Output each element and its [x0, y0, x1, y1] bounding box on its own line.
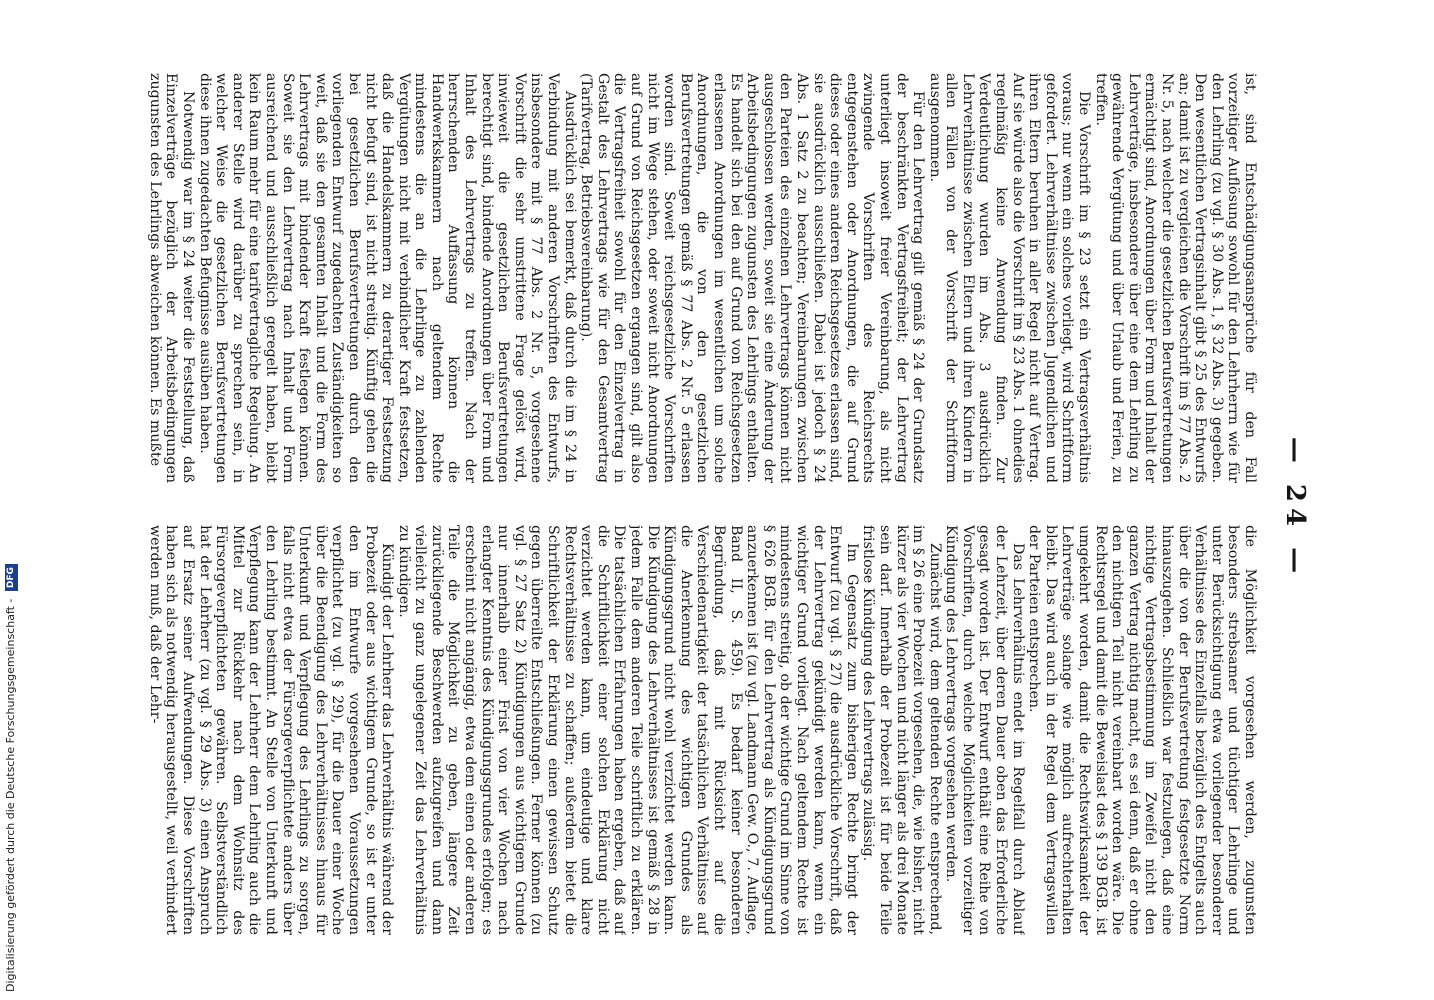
digitization-credit	[2, 567, 20, 992]
paragraph: Ausdrücklich sei bemerkt, daß durch die im § 24 in Verbindung mit anderen Vorschriften des Entwurfs, insbesondere mit § 77 Abs. 2 Nr. 5, vorgesehene Vorschrift die sehr umstrittene Frage gelöst wird, inwieweit die gesetzlichen Berufsvertretungen berechtigt sind, bindende Anordnungen über Form und Inhalt des Lehrvertrags zu treffen. Nach der herrschenden Auffassung können die Handwerkskammern nach geltendem Rechte mindestens die an die Lehrlinge zu zahlenden Vergütungen nicht mit verbindlicher Kraft festsetzen, daß die Handelskammern zu derartiger Festsetzung nicht befugt sind, ist nicht streitig. Künftig gehen die bei gesetzlichen Berufsvertretungen durch den vorliegenden Entwurf zugedachten Zuständigkeiten so weit, daß sie den gesamten Inhalt und die Form des Lehrvertrags mit bindender Kraft festlegen können. Soweit sie den Lehrvertrag nach Inhalt und Form ausreichend und ausschließlich geregelt haben, bleibt kein Raum mehr für eine tarifvertragliche Regelung. An anderer Stelle wird darüber zu sprechen sein, in welcher Weise die gesetzlichen Berufsvertretungen diese ihnen zugedachten Befugnisse ausüben haben.	[196, 73, 578, 483]
paragraph: ist, sind Entschädigungsansprüche für den Fall vorzeitiger Auflösung sowohl für den Lehrherrn wie für den Lehrling (zu vgl. § 30 Abs. 1, § 32 Abs. 3) gegeben. Den wesentlichen Vertragsinhalt gibt § 25 des Entwurfs an; damit ist zu vergleichen die Vorschrift im § 77 Abs. 2 Nr. 5, nach welcher die gesetzlichen Berufsvertretungen ermächtigt sind, Anordnungen über Form und Inhalt der Lehrverträge, insbesondere über eine dem Lehrling zu gewährende Vergütung und über Urlaub und Ferien, zu treffen.	[1092, 73, 1258, 483]
credit-text: Digitalisierung gefördert durch die Deutsche Forschungsgemeinschaft -	[4, 598, 17, 992]
paragraph: Im Gegensatz zum bisherigen Rechte bringt der Entwurf (zu vgl. § 27) die ausdrückliche Vorschrift, daß der Lehrvertrag gekündigt werden kann, wenn ein wichtiger Grund vorliegt. Nach geltendem Rechte ist mindestens streitig, ob der wichtige Grund im Sinne von § 626 BGB. für den Lehrvertrag als Kündigungsgrund anzuerkennen ist (zu vgl. Landmann Gew. O., 7. Auflage, Band II, S. 459). Es bedarf keiner besonderen Begründung, daß mit Rücksicht auf die Verschiedenartigkeit der tatsächlichen Verhältnisse auf die Anerkennung des wichtigen Grundes als Kündigungsgrund nicht wohl verzichtet werden kann. Die Kündigung des Lehrverhältnisses ist gemäß § 28 in jedem Falle dem anderen Teile schriftlich zu erklären. Die tatsächlichen Erfahrungen haben ergeben, daß auf die Schriftlichkeit einer solchen Erklärung nicht verzichtet werden kann, um eindeutige und klare Rechtsverhältnisse zu schaffen; außerdem bietet die Schriftlichkeit der Erklärung einen gewissen Schutz gegen überreilte Entschließungen. Ferner können (zu vgl. § 27 Satz 2) Kündigungen aus wichtigem Grunde nur innerhalb einer Frist von vier Wochen nach erlangter Kenntnis des Kündigungsgrundes erfolgen; es erscheint nicht angängig, etwa dem einen oder anderen Teile die Möglichkeit zu geben, längere Zeit zurückliegende Beschwerden aufzugreifen und dann vielleicht zu ganz ungelegener Zeit das Lehrverhältnis zu kündigen.	[395, 525, 860, 935]
paragraph: Das Lehrverhältnis endet im Regelfall durch Ablauf der Lehrzeit, über deren Dauer oben das Erforderliche gesagt worden ist. Der Entwurf enthält eine Reihe von Vorschriften, durch welche Möglichkeiten vorzeitiger Kündigung des Lehrvertrags vorgesehen werden.	[943, 525, 1026, 935]
left-text-column	[138, 73, 1258, 483]
paragraph: Kündigt der Lehrherr das Lehrverhältnis während der Probezeit oder aus wichtigem Grunde, so ist er unter den im Entwurfe vorgesehenen Voraussetzungen verpflichtet (zu vgl. § 29), für die Dauer einer Woche über die Beendigung des Lehrverhältnisses hinaus für Unterkunft und Verpflegung des Lehrlings zu sorgen, falls nicht etwa der Fürsorgeverpflichtete anders über den Lehrling bestimmt. An Stelle von Unterkunft und Verpflegung kann der Lehrherr dem Lehrling auch die Mittel zur Rückkehr nach dem Wohnsitz des Fürsorgeverpflichteten gewähren. Selbstverständlich hat der Lehrherr (zu vgl. § 29 Abs. 3) einen Anspruch auf Ersatz seiner Aufwendungen. Diese Vorschriften haben sich als notwendig herausgestellt, weil verhindert werden muß, daß der Lehr-	[146, 525, 396, 935]
page-number: — 24 —	[1280, 436, 1310, 580]
paragraph: Notwendig war im § 24 weiter die Feststellung, daß Einzelverträge bezüglich der Arbeitsbedingungen zugunsten des Lehrlings abweichen können. Es mußte	[146, 73, 196, 483]
paragraph: Für den Lehrvertrag gilt gemäß § 24 der Grundsatz der beschränkten Vertragsfreiheit; der Lehrvertrag unterliegt insoweit freier Vereinbarung, als nicht zwingende Vorschriften des Reichsrechts entgegenstehen oder Anordnungen, die auf Grund dieses oder eines anderen Reichsgesetzes erlassen sind, sie ausdrücklich ausschließen. Dabei ist jedoch § 24 Abs. 1 Satz 2 zu beachten; Vereinbarungen zwischen den Parteien des einzelnen Lehrvertrags können nicht ausgeschlossen werden, soweit sie eine Änderung der Arbeitsbedingungen zugunsten des Lehrlings enthalten. Es handelt sich bei den auf Grund von Reichsgesetzen erlassenen Anordnungen im wesentlichen um solche Anordnungen, die von den gesetzlichen Berufsvertretungen gemäß § 77 Abs. 2 Nr. 5 erlassen worden sind. Soweit reichsgesetzliche Vorschriften nicht im Wege stehen, oder soweit nicht Anordnungen auf Grund von Reichsgesetzen ergangen sind, gilt also die Vertragsfreiheit sowohl für den Einzelvertrag in Gestalt des Lehrvertrags wie für den Gesamtvertrag (Tarifvertrag, Betriebsvereinbarung).	[578, 73, 927, 483]
paragraph: Die Vorschrift im § 23 setzt ein Vertragsverhältnis voraus; nur wenn ein solches vorliegt, wird Schriftform gefordert. Lehrverhältnisse zwischen Jugendlichen und ihren Eltern beruhen in aller Regel nicht auf Vertrag. Auf sie würde also die Vorschrift im § 23 Abs. 1 ohnedies regelmäßig keine Anwendung finden. Zur Verdeutlichung wurden im Abs. 3 ausdrücklich Lehrverhältnisse zwischen Eltern und ihren Kindern in allen Fällen von der Vorschrift der Schriftform ausgenommen.	[926, 73, 1093, 483]
dfg-logo-icon: DFG	[5, 564, 18, 591]
paragraph: die Möglichkeit vorgesehen werden, zugunsten besonders strebsamer und tüchtiger Lehrlinge und unter Berücksichtigung etwa vorliegender besonderer Verhältnisse des Einzelfalls bezüglich des Entgelts auch über die von der Berufsvertretung festgesetzte Norm hinauszugehen. Schließlich war festzulegen, daß eine nichtige Vertragsbestimmung im Zweifel nicht den ganzen Vertrag nichtig macht, es sei denn, daß er ohne den nichtigen Teil nicht vereinbart worden wäre. Die Rechtsregel und damit die Beweislast des § 139 BGB. ist umgekehrt worden, damit die Rechtswirksamkeit der Lehrverträge solange wie möglich aufrechterhalten bleibt. Das wird auch in der Regel dem Vertragswillen der Parteien entsprechen.	[1026, 525, 1258, 935]
right-text-column	[138, 525, 1258, 935]
rotated-page-content	[130, 73, 1310, 943]
paragraph: Zunächst wird, dem geltenden Rechte entsprechend, im § 26 eine Probezeit vorgesehen, die, wie bisher, nicht kürzer als vier Wochen und nicht länger als drei Monate sein darf. Innerhalb der Probezeit ist für beide Teile fristlose Kündigung des Lehrvertrags zulässig.	[860, 525, 943, 935]
